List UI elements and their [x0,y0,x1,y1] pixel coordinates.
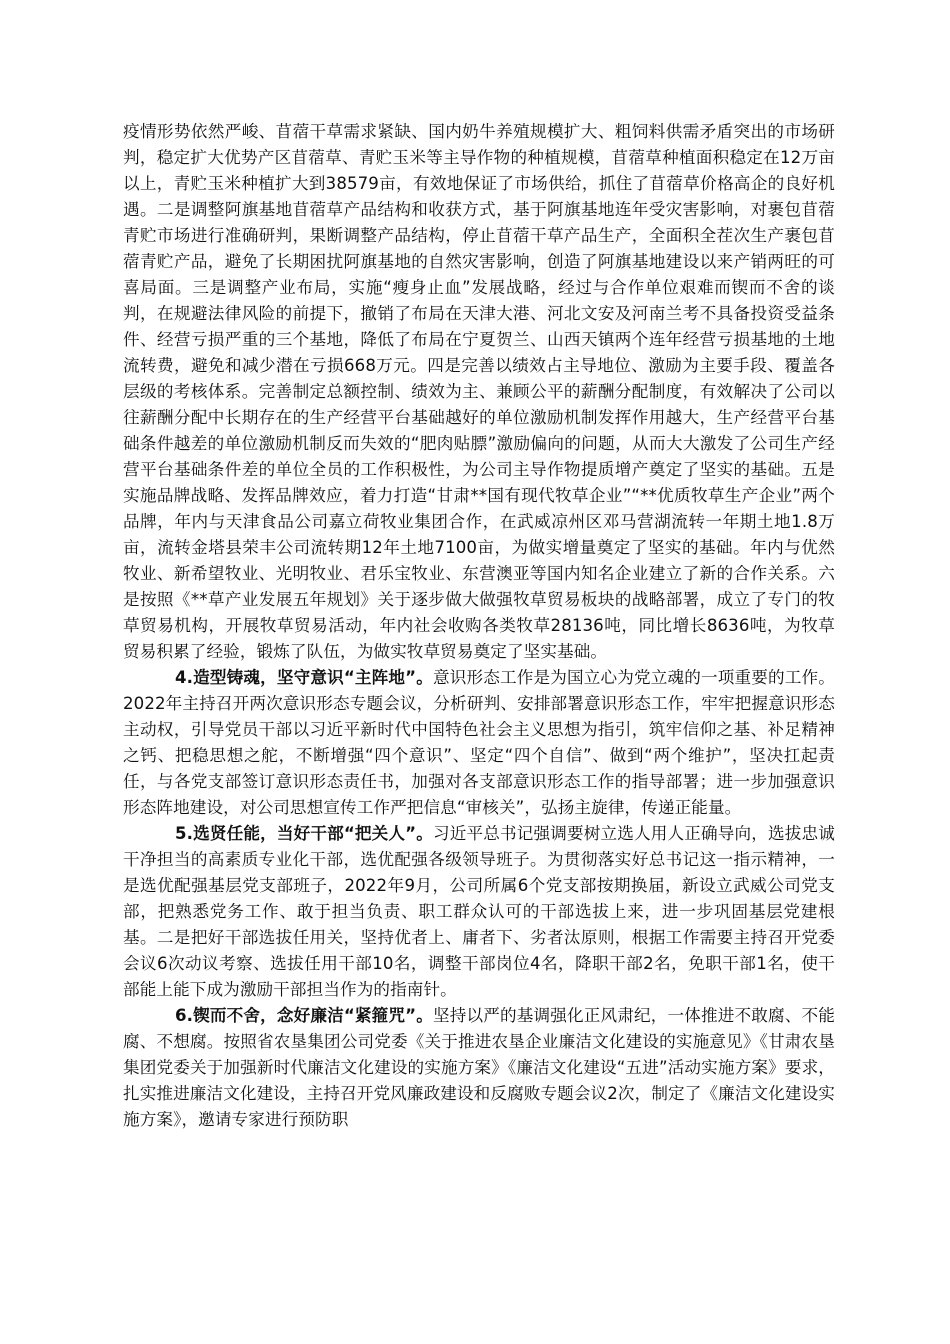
paragraph-text: 坚持以严的基调强化正风肃纪，一体推进不敢腐、不能腐、不想腐。按照省农垦集团公司党委《关于推进农垦企业廉洁文化建设的实施意见》《甘肃农垦集团党委关于加强新时代廉洁文化建设的实施方案》《廉洁文化建设“五进”活动实施方案》要求，扎实推进廉洁文化建设，主持召开党风廉政建设和反腐败专题会议2次，制定了《廉洁文化建设实施方案》，邀请专家进行预防职 [123,1006,835,1129]
paragraph-heading: 5.选贤任能，当好干部“把关人”。 [175,824,434,843]
paragraph-heading: 6.锲而不舍，念好廉洁“紧箍咒”。 [175,1006,434,1025]
paragraph-text: 疫情形势依然严峻、苜蓿干草需求紧缺、国内奶牛养殖规模扩大、粗饲料供需矛盾突出的市场研判，稳定扩大优势产区苜蓿草、青贮玉米等主导作物的种植规模，苜蓿草种植面积稳定在12万亩以上，青贮玉米种植扩大到38579亩，有效地保证了市场供给，抓住了苜蓿草价格高企的良好机遇。二是调整阿旗基地苜蓿草产品结构和收获方式，基于阿旗基地连年受灾害影响，对裹包苜蓿青贮市场进行准确研判，果断调整产品结构，停止苜蓿干草产品生产，全面积全茬次生产裹包苜蓿青贮产品，避免了长期困扰阿旗基地的自然灾害影响，创造了阿旗基地建设以来产销两旺的可喜局面。三是调整产业布局，实施“瘦身止血”发展战略，经过与合作单位艰难而锲而不舍的谈判，在规避法律风险的前提下，撤销了布局在天津大港、河北文安及河南兰考不具备投资受益条件、经营亏损严重的三个基地，降低了布局在宁夏贺兰、山西天镇两个连年经营亏损基地的土地流转费，避免和减少潜在亏损668万元。四是完善以绩效占主导地位、激励为主要手段、覆盖各层级的考核体系。完善制定总额控制、绩效为主、兼顾公平的薪酬分配制度，有效解决了公司以往薪酬分配中长期存在的生产经营平台基础越好的单位激励机制发挥作用越大，生产经营平台基础条件越差的单位激励机制反而失效的“肥肉贴膘”激励偏向的问题，从而大大激发了公司生产经营平台基础条件差的单位全员的工作积极性，为公司主导作物提质增产奠定了坚实的基础。五是实施品牌战略、发挥品牌效应，着力打造“甘肃**国有现代牧草企业”“**优质牧草生产企业”两个品牌，年内与天津食品公司嘉立荷牧业集团合作，在武威凉州区邓马营湖流转一年期土地1.8万亩，流转金塔县荣丰公司流转期12年土地7100亩，为做实增量奠定了坚实的基础。年内与优然牧业、新希望牧业、光明牧业、君乐宝牧业、东营澳亚等国内知名企业建立了新的合作关系。六是按照《**草产业发展五年规划》关于逐步做大做强牧草贸易板块的战略部署，成立了专门的牧草贸易机构，开展牧草贸易活动，年内社会收购各类牧草28136吨，同比增长8636吨，为牧草贸易积累了经验，锻炼了队伍，为做实牧草贸易奠定了坚实基础。 [123,122,835,661]
body-paragraph-cadres [123,821,835,1003]
paragraph-text: 意识形态工作是为国立心为党立魂的一项重要的工作。2022年主持召开两次意识形态专题会议，分析研判、安排部署意识形态工作，牢牢把握意识形态主动权，引导党员干部以习近平新时代中国特色社会主义思想为指引，筑牢信仰之基、补足精神之钙、把稳思想之舵，不断增强“四个意识”、坚定“四个自信”、做到“两个维护”，坚决扛起责任，与各党支部签订意识形态责任书，加强对各支部意识形态工作的指导部署；进一步加强意识形态阵地建设，对公司思想宣传工作严把信息“审核关”，弘扬主旋律，传递正能量。 [123,668,835,817]
document-page [123,119,835,1133]
body-paragraph-continued [123,119,835,665]
paragraph-heading: 4.造型铸魂，坚守意识“主阵地”。 [175,668,434,687]
body-paragraph-integrity [123,1003,835,1133]
paragraph-text: 习近平总书记强调要树立选人用人正确导向，选拔忠诚干净担当的高素质专业化干部，选优配强各级领导班子。为贯彻落实好总书记这一指示精神，一是选优配强基层党支部班子，2022年9月，公司所属6个党支部按期换届，新设立武威公司党支部，把熟悉党务工作、敢于担当负责、职工群众认可的干部选拔上来，进一步巩固基层党建根基。二是把好干部选拔任用关，坚持优者上、庸者下、劣者汰原则，根据工作需要主持召开党委会议6次动议考察、选拔任用干部10名，调整干部岗位4名，降职干部2名，免职干部1名，使干部能上能下成为激励干部担当作为的指南针。 [123,824,835,999]
body-paragraph-ideology [123,665,835,821]
